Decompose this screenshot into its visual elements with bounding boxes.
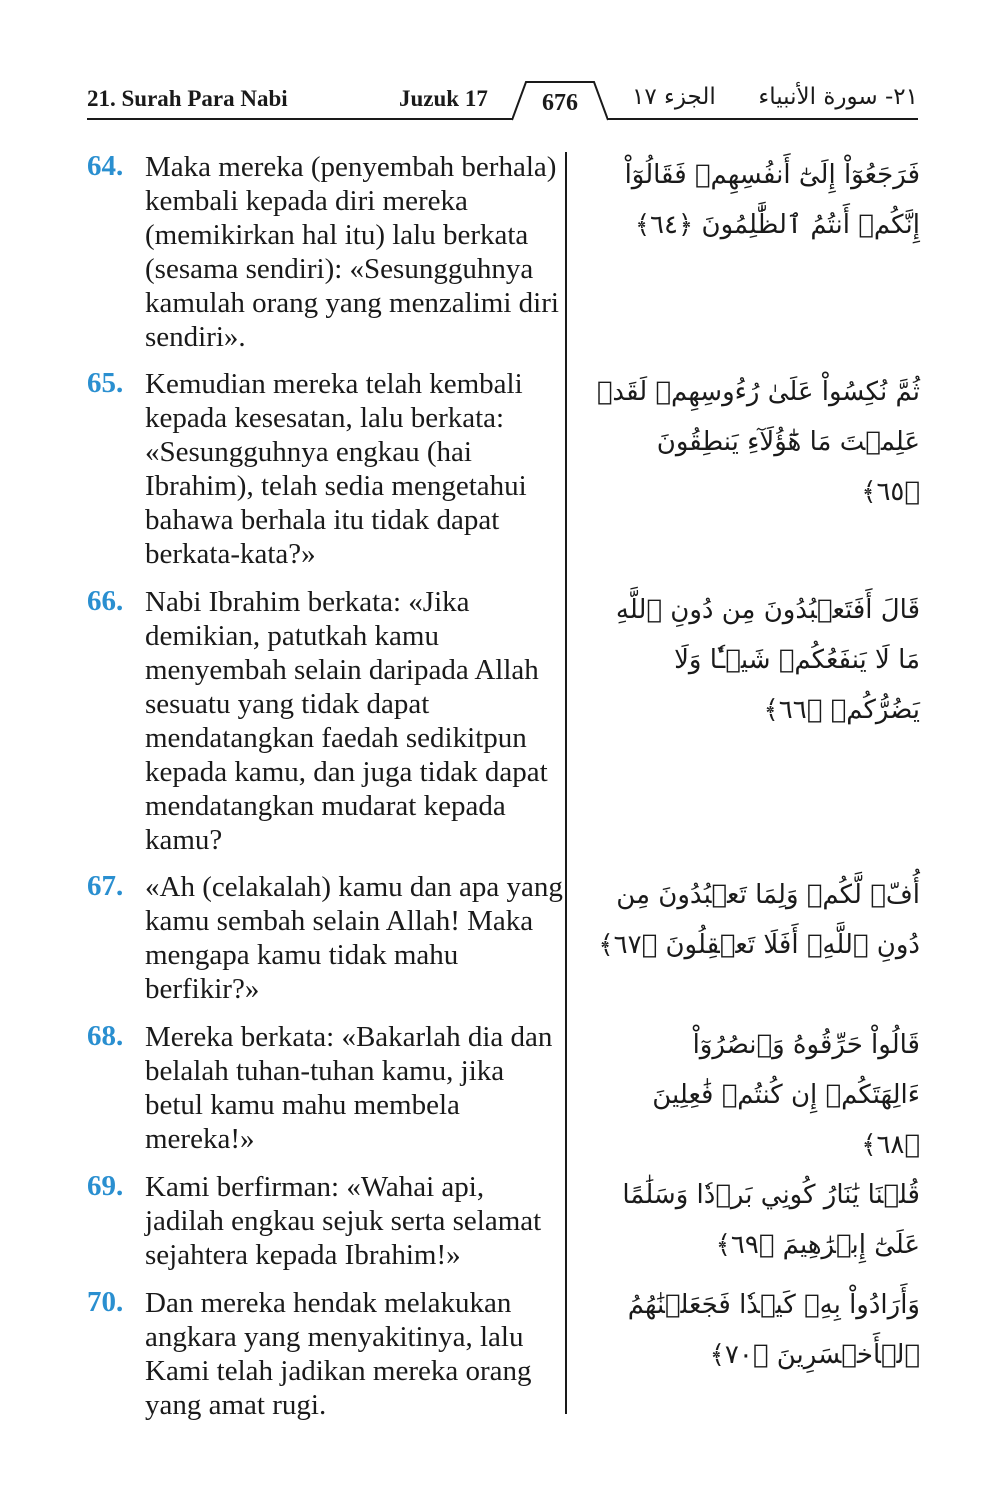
verse-translation: Dan mereka hendak melakukan angkara yang menyakitinya, lalu Kami telah jadikan mereka orang yang amat rugi. [145, 1287, 532, 1421]
verse-65-arabic: ثُمَّ نُكِسُواْ عَلَىٰ رُءُوسِهِمۡ لَقَدۡ عَلِمۡتَ مَا هَٰٓؤُلَآءِ يَنطِقُونَ ﴿٦٥﴾ [596, 377, 920, 507]
surah-title-latin: 21. Surah Para Nabi [87, 86, 288, 111]
surah-title-arabic: ٢١- سورة الأنبياء [758, 84, 918, 110]
verse-translation: Kami berfirman: «Wahai api, jadilah engkau sejuk serta selamat sejahtera kepada Ibrahim!» [145, 1171, 542, 1271]
verse-number: 69. [87, 1170, 124, 1202]
column-divider [565, 152, 567, 1414]
page-number: 676 [542, 90, 578, 116]
juzuk-label: Juzuk 17 [399, 86, 488, 111]
verse-translation: Kemudian mereka telah kembali kepada kesesatan, lalu berkata: «Sesungguhnya engkau (hai Ibrahim), telah sedia mengetahui bahawa berhala itu tidak dapat berkata-kata?» [145, 368, 527, 570]
header-rule [87, 118, 918, 120]
verse-number: 70. [87, 1286, 124, 1318]
verse-number: 67. [87, 870, 124, 902]
verse-70-arabic: وَأَرَادُواْ بِهِۦ كَيۡدٗا فَجَعَلۡنَٰهُمُ ٱلۡأَخۡسَرِينَ ﴿٧٠﴾ [627, 1290, 920, 1370]
verse-64-arabic: فَرَجَعُوٓاْ إِلَىٰٓ أَنفُسِهِمۡ فَقَالُوٓاْ إِنَّكُمۡ أَنتُمُ ٱلظَّٰلِمُونَ ﴿٦٤﴾ [624, 160, 920, 240]
verse-68-arabic: قَالُواْ حَرِّقُوهُ وَٱنصُرُوٓاْ ءَالِهَتَكُمۡ إِن كُنتُمۡ فَٰعِلِينَ ﴿٦٨﴾ [652, 1030, 920, 1160]
page-header [87, 78, 918, 122]
verse-translation: Nabi Ibrahim berkata: «Jika demikian, patutkah kamu menyembah selain daripada Allah sesuatu yang tidak dapat mendatangkan faedah sedikitpun kepada kamu, dan juga tidak dapat mendatangkan mudarat kepada kamu? [145, 586, 548, 856]
verse-translation: Maka mereka (penyembah berhala) kembali kepada diri mereka (memikirkan hal itu) lalu berkata (sesama sendiri): «Sesungguhnya kamulah orang yang menzalimi diri sendiri». [145, 151, 559, 353]
verse-number: 64. [87, 150, 124, 182]
verse-66-arabic: قَالَ أَفَتَعۡبُدُونَ مِن دُونِ ٱللَّهِ مَا لَا يَنفَعُكُمۡ شَيۡـٔٗا وَلَا يَضُرُّكُمۡ ﴿٦٦﴾ [615, 595, 920, 725]
verse-number: 65. [87, 367, 124, 399]
juz-label-arabic: الجزء ١٧ [632, 84, 716, 110]
verse-number: 66. [87, 585, 124, 617]
verse-69-arabic: قُلۡنَا يَٰنَارُ كُونِي بَرۡدٗا وَسَلَٰمًا عَلَىٰٓ إِبۡرَٰهِيمَ ﴿٦٩﴾ [622, 1180, 920, 1260]
verse-67-arabic: أُفّٖ لَّكُمۡ وَلِمَا تَعۡبُدُونَ مِن دُونِ ٱللَّهِۚ أَفَلَا تَعۡقِلُونَ ﴿٦٧﴾ [598, 880, 920, 960]
verse-translation: Mereka berkata: «Bakarlah dia dan belalah tuhan-tuhan kamu, jika betul kamu mahu membela mereka!» [145, 1021, 553, 1155]
verse-number: 68. [87, 1020, 124, 1052]
verse-translation: «Ah (celakalah) kamu dan apa yang kamu sembah selain Allah! Maka mengapa kamu tidak mahu berfikir?» [145, 871, 563, 1005]
